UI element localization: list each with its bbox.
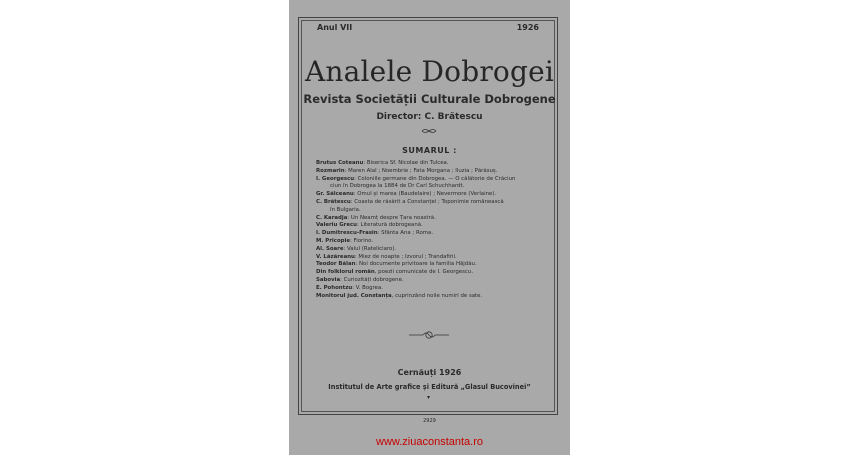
toc-entry: [316, 183, 552, 191]
toc-entry: [316, 160, 552, 168]
toc-entry: [316, 168, 552, 176]
toc-entry: [316, 269, 552, 277]
toc-author: Valeriu Grecu: [316, 222, 358, 229]
toc-author: Al. Soare: [316, 245, 344, 252]
ornament-icon: [421, 128, 437, 134]
toc-author: E. Pohontzu: [316, 284, 353, 291]
toc-entry: [316, 199, 552, 207]
toc-entry: [316, 293, 552, 301]
toc-text: : Maren Alal ; Noembrie ; Fata Morgana ; Iluzia ; Părăsuș.: [344, 167, 498, 174]
toc-text: : V. Bogrea.: [352, 284, 384, 291]
table-of-contents: [316, 160, 552, 300]
issue-label: Anul VII: [317, 23, 353, 32]
toc-text: în Bulgaria.: [330, 206, 361, 213]
toc-text: : Literatură dobrogeană.: [357, 222, 423, 229]
toc-entry: [316, 176, 552, 184]
toc-entry: [316, 277, 552, 285]
toc-entry: [316, 254, 552, 262]
toc-author: C. Karadja: [316, 214, 348, 221]
toc-text: : Sfânta Ana ; Roma.: [377, 230, 434, 237]
toc-entry: [316, 207, 552, 215]
toc-author: C. Brătescu: [316, 198, 351, 205]
toc-author: Brutus Coteanu: [316, 160, 364, 166]
magazine-cover: [289, 0, 570, 455]
toc-entry: [316, 238, 552, 246]
watermark-text: www.ziuaconstanta.ro: [376, 436, 483, 448]
year-label: 1926: [516, 23, 539, 32]
magazine-subtitle: Revista Societății Culturale Dobrogene: [303, 92, 556, 106]
toc-author: Monitorul jud. Constanța: [316, 292, 392, 299]
toc-author: Teodor Bălan: [316, 261, 356, 268]
toc-text: : Curiozități dobrogene.: [340, 276, 404, 283]
toc-entry: [316, 222, 552, 230]
toc-text: : Coloniile germane din Dobrogea. — O călătorie de Crăciun: [354, 175, 516, 182]
toc-author: V. Lăzăreanu: [316, 253, 355, 260]
printer-line: Institutul de Arte grafice și Editură „Glasul Bucovinei”: [328, 383, 531, 391]
toc-text: ciun în Dobrogea la 1884 de Dr Carl Schuchhardt.: [330, 183, 465, 190]
toc-author: Rozmarin: [316, 167, 345, 174]
toc-entry: [316, 285, 552, 293]
toc-text: : Un Neamț despre Țara noastră.: [347, 214, 436, 221]
toc-text: : Noi documente privitoare la familia Hâjdău.: [355, 261, 477, 268]
toc-entry: [316, 261, 552, 269]
magazine-title: Analele Dobrogei: [304, 55, 555, 88]
toc-entry: [316, 246, 552, 254]
toc-entry: [316, 215, 552, 223]
director-line: Director: C. Brătescu: [376, 112, 483, 122]
toc-text: , poezii comunicate de I. Georgescu.: [374, 269, 474, 276]
toc-text: : Miez de noapte ; Izvorul ; Trandafirii.: [354, 253, 457, 260]
summary-heading: SUMARUL :: [402, 146, 457, 155]
toc-text: : Valul (Rateliciaro).: [343, 245, 397, 252]
publication-place: Cernăuți 1926: [397, 368, 462, 377]
toc-text: : Biserica Sf. Nicolae din Tulcea.: [363, 160, 449, 166]
toc-author: Din folklorul român: [316, 269, 375, 276]
toc-author: I. Dumitrescu-Frasin: [316, 230, 378, 237]
toc-text: : Fiorino.: [350, 237, 374, 244]
toc-author: Gr. Sălceanu: [316, 191, 354, 198]
toc-text: : Omul și marea (Baudelaire) ; Nevermore (Verlaine).: [353, 191, 497, 198]
toc-author: I. Georgescu: [316, 175, 355, 182]
toc-text: : Coasta de răsărit a Constanței ; Toponimie românească: [350, 198, 504, 205]
toc-author: Sabovia: [316, 276, 341, 283]
divider-ornament-icon: [407, 330, 451, 340]
toc-text: , cuprinzând noile numiri de sate.: [391, 292, 483, 299]
toc-author: M. Pricopie: [316, 237, 351, 244]
toc-entry: [316, 191, 552, 199]
printer-mark-icon: ▾: [427, 394, 431, 401]
toc-entry: [316, 230, 552, 238]
archive-code: 2929: [423, 418, 436, 424]
